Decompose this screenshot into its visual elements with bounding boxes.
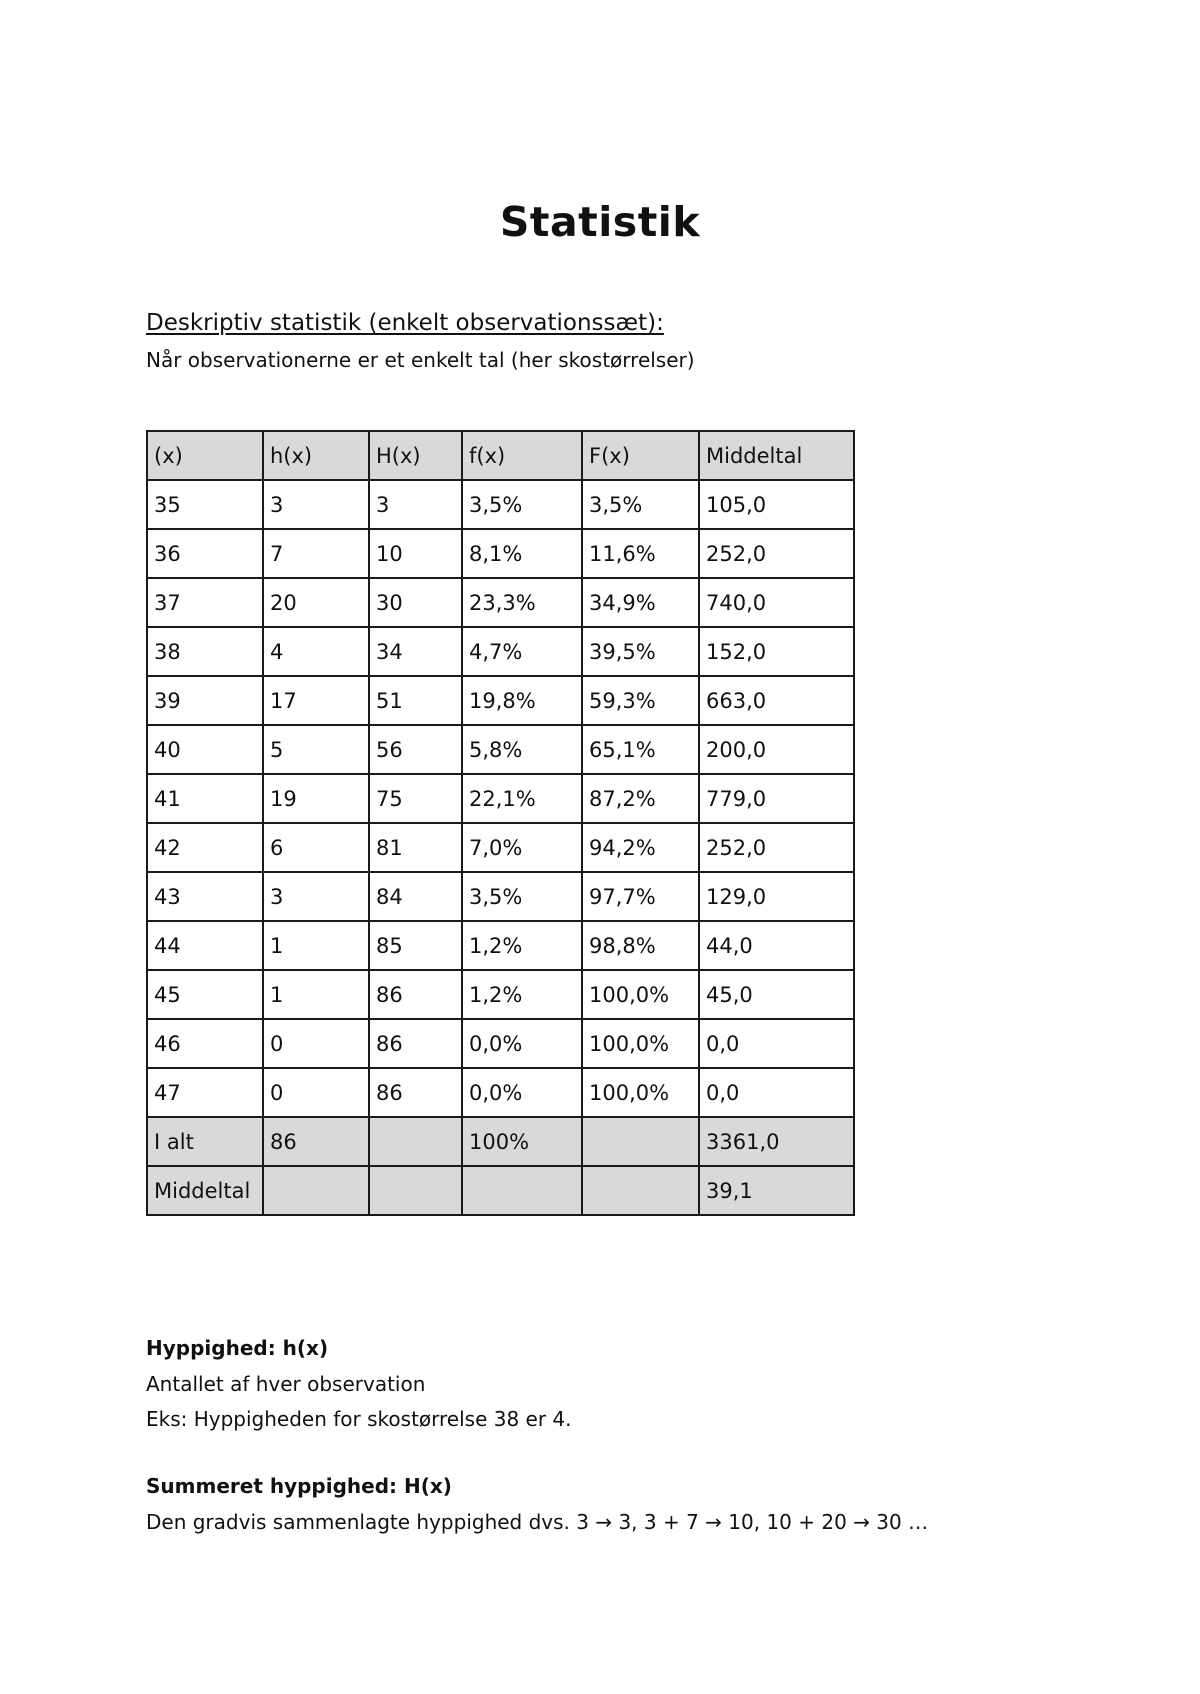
table-cell: 81 bbox=[369, 823, 462, 872]
table-cell bbox=[462, 1166, 582, 1215]
table-cell: 0,0% bbox=[462, 1068, 582, 1117]
table-cell: 35 bbox=[147, 480, 263, 529]
table-row bbox=[147, 774, 854, 823]
table-header-cell: H(x) bbox=[369, 431, 462, 480]
table-header-row bbox=[147, 431, 854, 480]
table-cell: 42 bbox=[147, 823, 263, 872]
table-cell: 105,0 bbox=[699, 480, 854, 529]
table-cell: 84 bbox=[369, 872, 462, 921]
page-title: Statistik bbox=[499, 198, 701, 246]
table-cell: 41 bbox=[147, 774, 263, 823]
table-cell: 200,0 bbox=[699, 725, 854, 774]
table-cell: 39,5% bbox=[582, 627, 699, 676]
table-cell bbox=[582, 1117, 699, 1166]
table-cell: 8,1% bbox=[462, 529, 582, 578]
table-cell: 19,8% bbox=[462, 676, 582, 725]
table-cell: 39,1 bbox=[699, 1166, 854, 1215]
table-cell: 45,0 bbox=[699, 970, 854, 1019]
table-cell: I alt bbox=[147, 1117, 263, 1166]
definition-line: Antallet af hver observation bbox=[146, 1372, 426, 1396]
table-cell: 3,5% bbox=[462, 872, 582, 921]
table-header-cell: Middeltal bbox=[699, 431, 854, 480]
table-cell: 86 bbox=[369, 970, 462, 1019]
table-cell: 36 bbox=[147, 529, 263, 578]
table-cell: 3 bbox=[263, 480, 369, 529]
table-cell: 0,0 bbox=[699, 1019, 854, 1068]
table-cell: 45 bbox=[147, 970, 263, 1019]
table-cell: 5 bbox=[263, 725, 369, 774]
table-cell: 100% bbox=[462, 1117, 582, 1166]
table-cell: 97,7% bbox=[582, 872, 699, 921]
table-row bbox=[147, 921, 854, 970]
table-cell: 98,8% bbox=[582, 921, 699, 970]
table-cell: 0,0 bbox=[699, 1068, 854, 1117]
table-cell: 85 bbox=[369, 921, 462, 970]
table-cell: 30 bbox=[369, 578, 462, 627]
table-cell: 4 bbox=[263, 627, 369, 676]
table-row bbox=[147, 480, 854, 529]
table-cell: 129,0 bbox=[699, 872, 854, 921]
definition-line: Eks: Hyppigheden for skostørrelse 38 er 4. bbox=[146, 1407, 572, 1431]
table-cell: 39 bbox=[147, 676, 263, 725]
definition-title-summeret-hyppighed: Summeret hyppighed: H(x) bbox=[146, 1474, 452, 1498]
table-cell: 5,8% bbox=[462, 725, 582, 774]
table-cell: 3 bbox=[263, 872, 369, 921]
table-row bbox=[147, 1068, 854, 1117]
table-cell: 4,7% bbox=[462, 627, 582, 676]
table-cell: 43 bbox=[147, 872, 263, 921]
section-subtitle: Når observationerne er et enkelt tal (her skostørrelser) bbox=[146, 348, 695, 372]
table-cell: 34 bbox=[369, 627, 462, 676]
table-cell: 37 bbox=[147, 578, 263, 627]
table-cell bbox=[263, 1166, 369, 1215]
definition-title-hyppighed: Hyppighed: h(x) bbox=[146, 1336, 329, 1360]
table-cell: 3 bbox=[369, 480, 462, 529]
table-cell: 17 bbox=[263, 676, 369, 725]
table-cell: 152,0 bbox=[699, 627, 854, 676]
table-cell: 663,0 bbox=[699, 676, 854, 725]
table-row bbox=[147, 872, 854, 921]
table-cell: 44 bbox=[147, 921, 263, 970]
table-row bbox=[147, 627, 854, 676]
table-cell: 87,2% bbox=[582, 774, 699, 823]
table-cell: 94,2% bbox=[582, 823, 699, 872]
table-cell: 740,0 bbox=[699, 578, 854, 627]
table-cell: 3,5% bbox=[462, 480, 582, 529]
table-row bbox=[147, 970, 854, 1019]
table-cell: 11,6% bbox=[582, 529, 699, 578]
table-cell: 51 bbox=[369, 676, 462, 725]
table-cell: 47 bbox=[147, 1068, 263, 1117]
table-header-cell: (x) bbox=[147, 431, 263, 480]
table-cell: 1 bbox=[263, 921, 369, 970]
table-cell: 0 bbox=[263, 1068, 369, 1117]
table-row bbox=[147, 578, 854, 627]
table-cell: 23,3% bbox=[462, 578, 582, 627]
table-cell: 75 bbox=[369, 774, 462, 823]
table-header-cell: h(x) bbox=[263, 431, 369, 480]
table-cell: 86 bbox=[263, 1117, 369, 1166]
table-cell: 252,0 bbox=[699, 529, 854, 578]
definition-line: Den gradvis sammenlagte hyppighed dvs. 3 → 3, 3 + 7 → 10, 10 + 20 → 30 … bbox=[146, 1510, 929, 1534]
table-cell: 86 bbox=[369, 1019, 462, 1068]
table-cell: 86 bbox=[369, 1068, 462, 1117]
table-cell: 7 bbox=[263, 529, 369, 578]
table-cell bbox=[369, 1117, 462, 1166]
table-cell: 100,0% bbox=[582, 1068, 699, 1117]
frequency-table bbox=[146, 430, 855, 1216]
table-row bbox=[147, 676, 854, 725]
table-cell: 0 bbox=[263, 1019, 369, 1068]
table-cell: 46 bbox=[147, 1019, 263, 1068]
section-heading: Deskriptiv statistik (enkelt observationssæt): bbox=[146, 310, 664, 336]
table-cell: 34,9% bbox=[582, 578, 699, 627]
table-cell: 20 bbox=[263, 578, 369, 627]
table-total-row bbox=[147, 1117, 854, 1166]
table-cell: 65,1% bbox=[582, 725, 699, 774]
table-cell: 10 bbox=[369, 529, 462, 578]
table-cell: 40 bbox=[147, 725, 263, 774]
table-cell: Middeltal bbox=[147, 1166, 263, 1215]
table-cell: 779,0 bbox=[699, 774, 854, 823]
table-cell: 59,3% bbox=[582, 676, 699, 725]
table-cell: 3361,0 bbox=[699, 1117, 854, 1166]
table-cell: 19 bbox=[263, 774, 369, 823]
table-cell: 0,0% bbox=[462, 1019, 582, 1068]
table-row bbox=[147, 529, 854, 578]
table-mean-row bbox=[147, 1166, 854, 1215]
table-header-cell: F(x) bbox=[582, 431, 699, 480]
table-cell: 3,5% bbox=[582, 480, 699, 529]
table-cell: 252,0 bbox=[699, 823, 854, 872]
table-cell: 100,0% bbox=[582, 970, 699, 1019]
table-cell: 100,0% bbox=[582, 1019, 699, 1068]
table-cell: 44,0 bbox=[699, 921, 854, 970]
table-cell bbox=[369, 1166, 462, 1215]
table-row bbox=[147, 823, 854, 872]
table-cell: 1 bbox=[263, 970, 369, 1019]
table-cell: 1,2% bbox=[462, 921, 582, 970]
table-header-cell: f(x) bbox=[462, 431, 582, 480]
table-cell: 1,2% bbox=[462, 970, 582, 1019]
table-cell bbox=[582, 1166, 699, 1215]
table-cell: 22,1% bbox=[462, 774, 582, 823]
table-cell: 6 bbox=[263, 823, 369, 872]
table-row bbox=[147, 1019, 854, 1068]
table-row bbox=[147, 725, 854, 774]
table-cell: 7,0% bbox=[462, 823, 582, 872]
table-cell: 38 bbox=[147, 627, 263, 676]
table-cell: 56 bbox=[369, 725, 462, 774]
